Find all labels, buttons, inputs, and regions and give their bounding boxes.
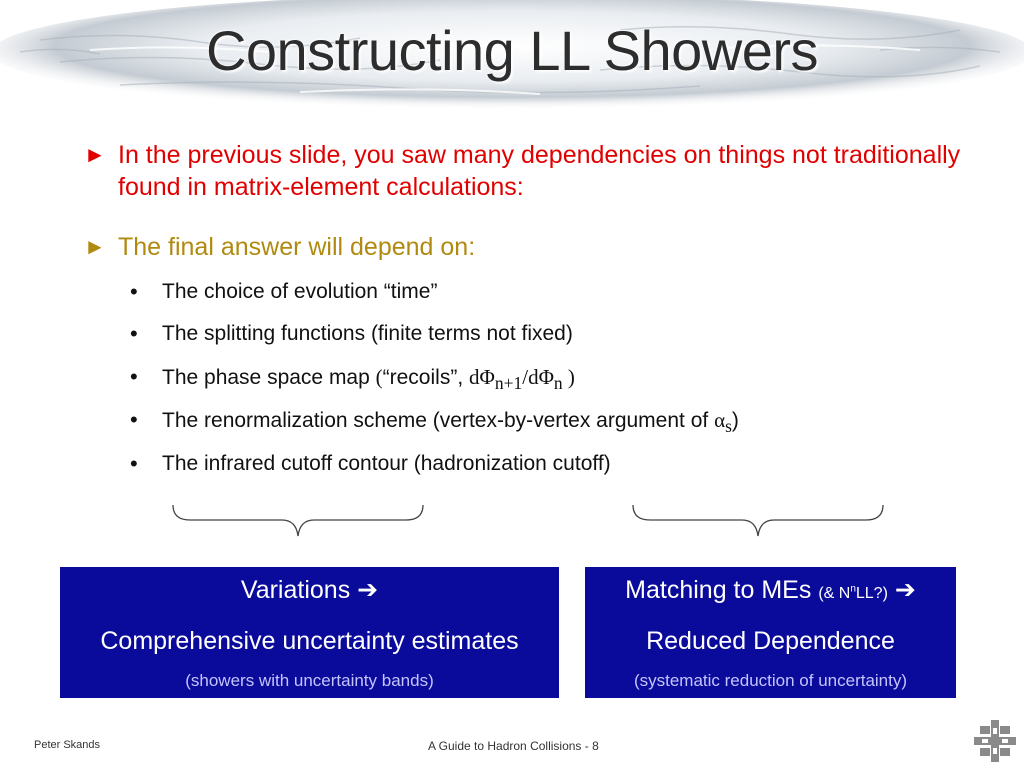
sub-bullet-text: The splitting functions (finite terms not fixed): [162, 322, 573, 345]
arrow-bullet-icon: ►: [84, 234, 106, 259]
uncertainty-bands-note: (showers with uncertainty bands): [185, 671, 434, 690]
uncertainty-estimates-text: Comprehensive uncertainty estimates: [100, 627, 519, 655]
alpha-s-symbol: $\alpha_s$: [714, 408, 732, 437]
reduced-dependence-text: Reduced Dependence: [646, 627, 895, 655]
arrow-bullet-icon: ►: [84, 142, 106, 167]
right-arrow-icon: ➔: [357, 576, 379, 604]
logo-icon: [972, 718, 1018, 764]
footer-title: A Guide to Hadron Collisions - 8: [428, 739, 599, 753]
sub-bullet-text: The phase space map (“recoils”, $d\Phi_{n+1}/d\Phi_n$ ): [162, 365, 575, 394]
sub-bullet-text: The renormalization scheme (vertex-by-vertex argument of $\alpha_s$): [162, 408, 739, 437]
sub-bullet-splitting-functions: [130, 320, 573, 348]
variations-box: [60, 567, 559, 698]
matching-heading: Matching to MEs (& $N^nLL$?) ➔: [625, 576, 916, 604]
dot-bullet-icon: •: [130, 407, 138, 432]
bullet-text: The final answer will depend on:: [118, 233, 476, 261]
sub-bullet-evolution-time: [130, 278, 437, 306]
bullet-previous-slide: [86, 139, 966, 203]
sub-bullet-infrared-cutoff: [130, 450, 611, 478]
dot-bullet-icon: •: [130, 279, 138, 304]
sub-bullet-renormalization: [130, 406, 739, 440]
right-arrow-icon: ➔: [894, 576, 916, 604]
sub-bullet-text: The infrared cutoff contour (hadronization cutoff): [162, 452, 611, 475]
bullet-text: In the previous slide, you saw many dependencies on things not traditionally found in matrix-element calculations:: [118, 141, 961, 201]
matching-box: [585, 567, 956, 698]
systematic-reduction-note: (systematic reduction of uncertainty): [633, 671, 908, 690]
dot-bullet-icon: •: [130, 451, 138, 476]
variations-heading: Variations ➔: [240, 576, 379, 604]
page-number: 8: [592, 739, 599, 753]
right-curly-brace: [630, 500, 890, 540]
dot-bullet-icon: •: [130, 364, 138, 389]
left-curly-brace: [170, 500, 430, 540]
sub-bullet-phase-space-map: [130, 363, 575, 397]
nnll-note: (& $N^nLL$?): [818, 583, 888, 602]
bullet-final-answer: [86, 231, 966, 263]
footer-author: Peter Skands: [34, 739, 101, 751]
slide-title: Constructing LL Showers: [205, 19, 819, 82]
phase-space-ratio: $d\Phi_{n+1}/d\Phi_n$ ): [468, 365, 575, 394]
dot-bullet-icon: •: [130, 321, 138, 346]
sub-bullet-text: The choice of evolution “time”: [162, 280, 438, 303]
